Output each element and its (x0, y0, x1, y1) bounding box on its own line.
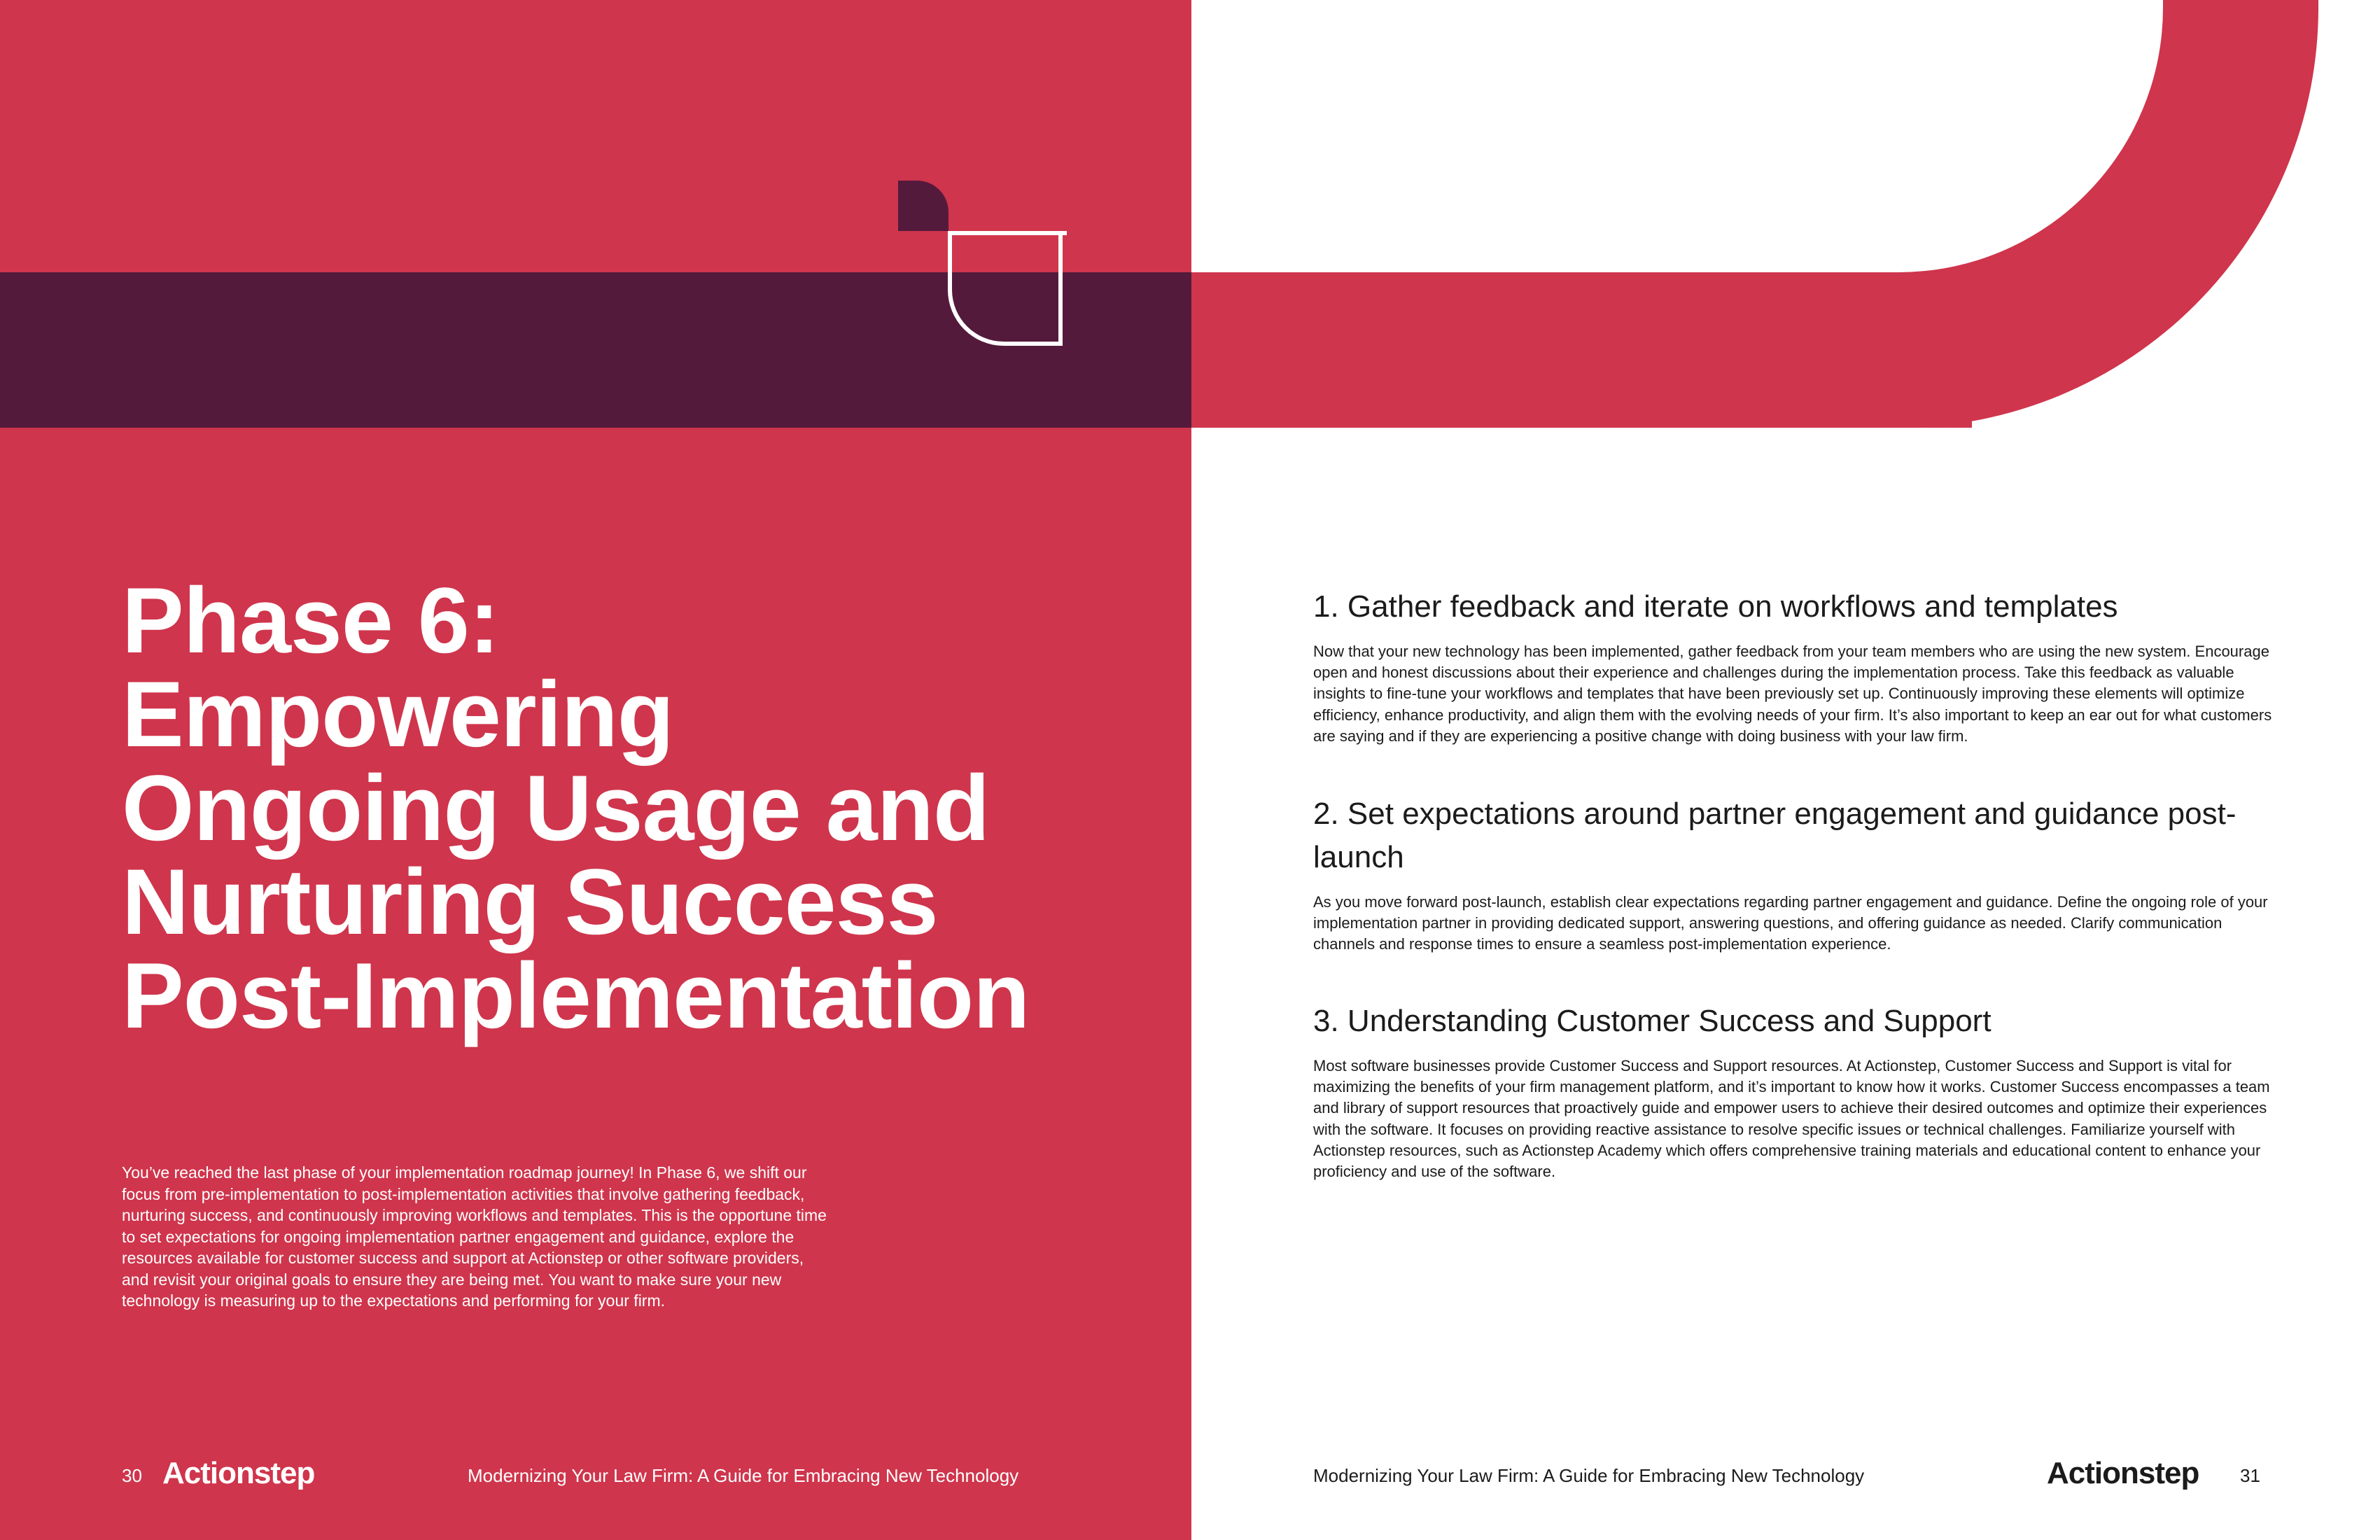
section-heading: 2. Set expectations around partner engagement and guidance post-launch (1313, 797, 2236, 874)
page-title (122, 569, 1172, 1048)
section-partner-engagement (1313, 792, 2272, 955)
section-heading: 1. Gather feedback and iterate on workflows and templates (1313, 589, 2118, 624)
title-line: Post-Implementation (122, 944, 1030, 1048)
title-line: Phase 6: (122, 569, 500, 673)
section-body: Most software businesses provide Customer Success and Support resources. At Actionstep, Customer Success and Support is vital for maximizing the benefits of your firm management platform, and it’s important to know how it works. Customer Success encompasses a team and library of support resources that proactively guide and empower users to achieve their desired outcomes and optimize their experiences with the software. It focuses on providing reactive assistance to resolve specific issues or technical challenges. Familiarize yourself with Actionstep resources, such as Actionstep Academy which offers comprehensive training materials and educational content to enhance your proficiency and use of the software. (1313, 1057, 2270, 1181)
title-line: Ongoing Usage and (122, 757, 990, 860)
section-heading: 3. Understanding Customer Success and Support (1313, 1004, 1991, 1038)
section-customer-success (1313, 1000, 2272, 1182)
page-number: 30 (122, 1465, 142, 1486)
title-line: Nurturing Success (122, 850, 938, 954)
decorative-outline-shape (948, 231, 1063, 346)
page-number: 31 (2240, 1465, 2260, 1486)
title-line: Empowering (122, 663, 674, 766)
right-page (1191, 0, 2380, 1540)
actionstep-logo: Actionstep (2047, 1456, 2199, 1490)
section-gather-feedback (1313, 585, 2272, 747)
section-body: Now that your new technology has been implemented, gather feedback from your team members who are using the new system. Encourage open and honest discussions about their experience and challenges during the implementation process. Take this feedback as valuable insights to fine-tune your workflows and templates that have been previously set up. Continuously improving these elements will optimize efficiency, enhance productivity, and align them with the evolving needs of your firm. It’s also important to keep an ear out for what customers are saying and if they are experiencing a positive change with doing business with your law firm. (1313, 643, 2272, 745)
decorative-leaf-shape (898, 181, 948, 231)
footer-title: Modernizing Your Law Firm: A Guide for Embracing New Technology (1313, 1465, 1865, 1486)
actionstep-logo: Actionstep (162, 1456, 315, 1490)
footer-title: Modernizing Your Law Firm: A Guide for Embracing New Technology (468, 1465, 1019, 1486)
red-arc (1618, 0, 2318, 428)
intro-paragraph: You’ve reached the last phase of your implementation roadmap journey! In Phase 6, we shift our focus from pre-implementation to post-implementation activities that involve gathering feedback, nurturing success, and continuously improving workflows and templates. This is the opportune time to set expectations for ongoing implementation partner engagement and guidance, explore the resources available for customer success and support at Actionstep or other software providers, and revisit your original goals to ensure they are being met. You want to make sure your new technology is measuring up to the expectations and performing for your firm. (122, 1163, 827, 1310)
section-body: As you move forward post-launch, establish clear expectations regarding partner engagement and guidance. Define the ongoing role of your implementation partner in providing dedicated support, answering questions, and offering guidance as needed. Clarify communication channels and response times to ensure a seamless post-implementation experience. (1313, 893, 2268, 953)
